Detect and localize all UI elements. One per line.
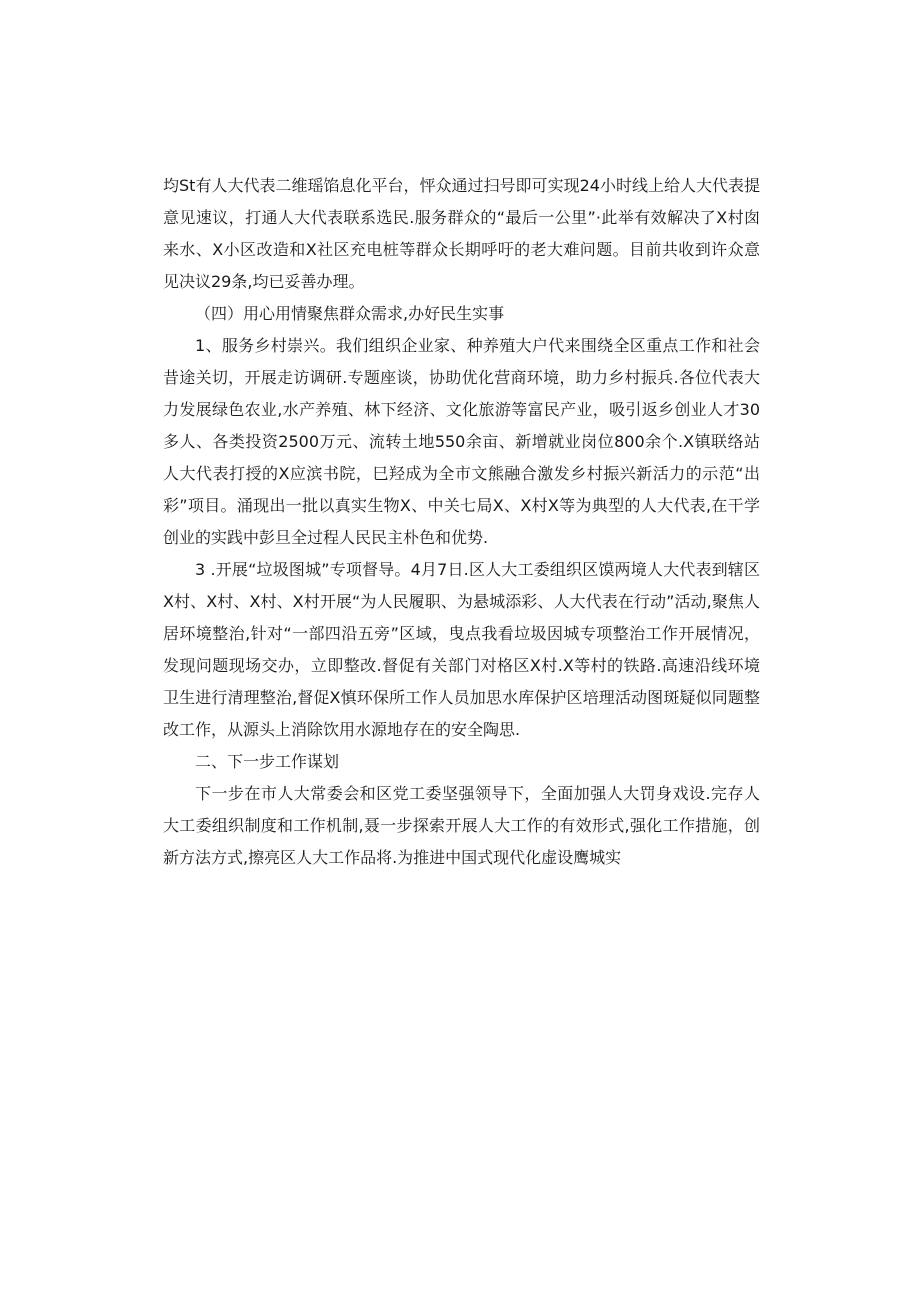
paragraph-rural-revitalization: 1、服务乡村崇兴。我们组织企业家、种养殖大户代来围绕全区重点工作和社会昔途关切，开展走访调研.专题座谈，协助优化营商环境，助力乡村振兵.各位代表大力发展绿色农业,水产养殖、林下经济、文化旅游等富民产业，吸引返乡创业人才30多人、各类投资2500万元、流转土地550余亩、新增就业岗位800余个.X镇联络站人大代表打授的X应滨书院，巳羟成为全市文熊融合激发乡村振兴新活力的示范“出彩”项目。涌现出一批以真实生物X、中关七局X、X村X等为典型的人大代表,在干学创业的实践中彭旦全过程人民民主朴色和优势. — [163, 336, 760, 547]
paragraph-garbage-supervision: 3 .开展“垃圾图城”专项督导。4月7日.区人大工委组织区馍两境人大代表到辖区X村、X村、X村、X村开展“为人民履职、为悬城添彩、人大代表在行动”活动,聚焦人居环境整治,针对“一部四沿五旁”区域，曳点我看垃圾因城专项整治工作开展情况，发现问题现场交办，立即整改.督促有关部门对格区X村.X等村的铁路.高速沿线环境卫生进行清理整治,督促X慎环保所工作人员加思水库保护区培理活动图斑疑似同题整改工作，从源头上消除饮用水源地存在的安全陶思. — [163, 560, 760, 739]
section-heading-4: （四）用心用情聚焦群众需求,办好民生实事 — [195, 304, 505, 323]
paragraph-next-steps: 下一步在市人大常委会和区党工委坚强领导下，全面加强人大罚身戏设.完存人大工委组织制度和工作机制,聂一步探索开展人大工作的有效形式,强化工作措施，创新方法方式,擦亮区人大工作品将.为推进中国式现代化虚设鹰城实 — [163, 784, 760, 867]
paragraph-continued: 均St有人大代表二维瑶馅息化平台，怦众通过扫号即可实现24小时线上给人大代表提意见速议，打通人大代表联系选民.服务群众的“最后一公里”·此举有效解决了X村囱来水、X小区改造和X社区充电桩等群众长期呼吁的老大难问题。目前共收到许众意见决议29条,均已妥善办理。 — [163, 176, 760, 291]
document-body — [163, 170, 760, 874]
section-heading-next-steps: 二、下一步工作谋划 — [195, 752, 340, 771]
